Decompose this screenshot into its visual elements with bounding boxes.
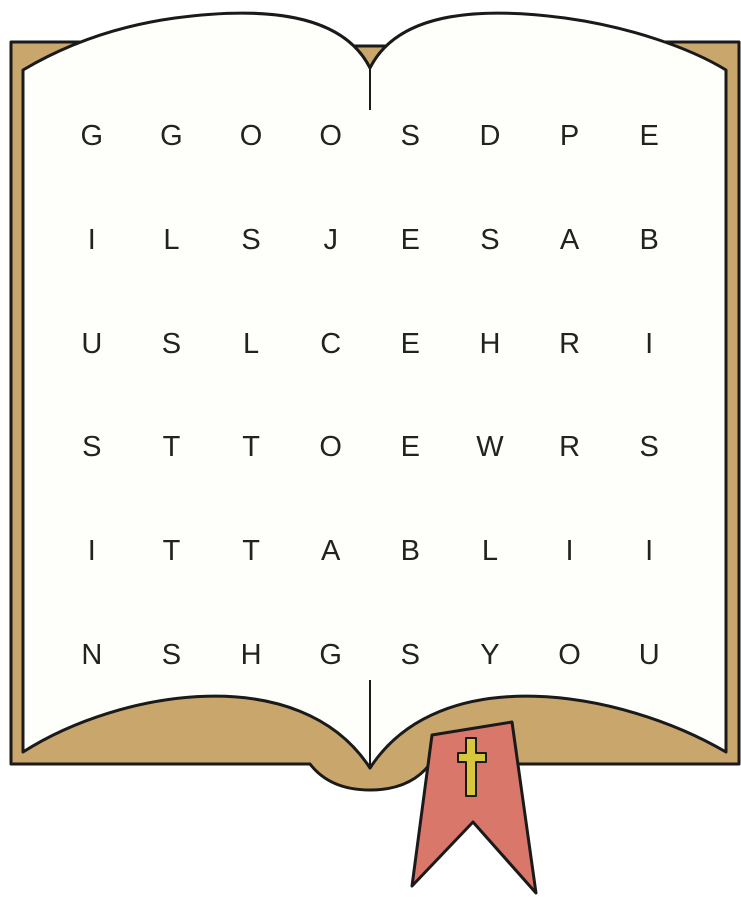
grid-letter[interactable]: H [240, 638, 262, 671]
grid-letter[interactable]: O [319, 120, 342, 153]
grid-letter[interactable]: E [400, 327, 420, 360]
grid-letter[interactable]: I [565, 534, 574, 567]
grid-letter[interactable]: S [161, 638, 182, 671]
grid-letter[interactable]: L [163, 223, 180, 256]
grid-letter[interactable]: T [242, 534, 260, 567]
grid-letter[interactable]: S [480, 223, 500, 256]
grid-letter[interactable]: R [559, 431, 581, 464]
grid-letter[interactable]: T [162, 534, 181, 567]
grid-letter[interactable]: W [476, 431, 504, 464]
grid-letter[interactable]: B [639, 223, 659, 256]
grid-letter[interactable]: S [82, 431, 102, 464]
grid-letter[interactable]: E [639, 120, 659, 153]
grid-letter[interactable]: T [162, 431, 181, 464]
grid-letter[interactable]: O [558, 638, 581, 671]
grid-letter[interactable]: G [160, 120, 183, 153]
grid-letter[interactable]: A [321, 534, 341, 567]
grid-letter[interactable]: O [319, 431, 342, 464]
grid-letter[interactable]: R [559, 327, 581, 360]
grid-letter[interactable]: Y [480, 638, 500, 671]
grid-letter[interactable]: E [400, 431, 420, 464]
grid-letter[interactable]: B [400, 534, 420, 567]
grid-letter[interactable]: S [400, 120, 420, 153]
grid-letter[interactable]: J [323, 223, 338, 256]
grid-letter[interactable]: I [645, 534, 654, 567]
grid-letter[interactable]: S [161, 327, 182, 360]
grid-letter[interactable]: L [481, 534, 498, 567]
word-search-grid [52, 85, 689, 707]
grid-letter[interactable]: H [479, 327, 501, 360]
grid-letter[interactable]: G [319, 638, 342, 671]
grid-letter[interactable]: A [559, 223, 580, 256]
grid-letter[interactable]: U [638, 638, 660, 671]
grid-letter[interactable]: S [400, 638, 420, 671]
grid-letter[interactable]: E [400, 223, 420, 256]
grid-letter[interactable]: G [80, 120, 104, 153]
grid-letter[interactable]: N [81, 638, 103, 671]
grid-letter[interactable]: I [87, 223, 96, 256]
grid-letter[interactable]: S [639, 431, 659, 464]
grid-letter[interactable]: P [559, 120, 580, 153]
grid-letter[interactable]: U [81, 327, 103, 360]
grid-letter[interactable]: I [87, 534, 96, 567]
grid-letter[interactable]: T [242, 431, 260, 464]
grid-letter[interactable]: L [242, 327, 260, 360]
grid-letter[interactable]: O [239, 120, 263, 153]
grid-letter[interactable]: C [320, 327, 342, 360]
grid-letter[interactable]: D [479, 120, 501, 153]
grid-letter[interactable]: S [241, 223, 261, 256]
grid-letter[interactable]: I [645, 327, 654, 360]
